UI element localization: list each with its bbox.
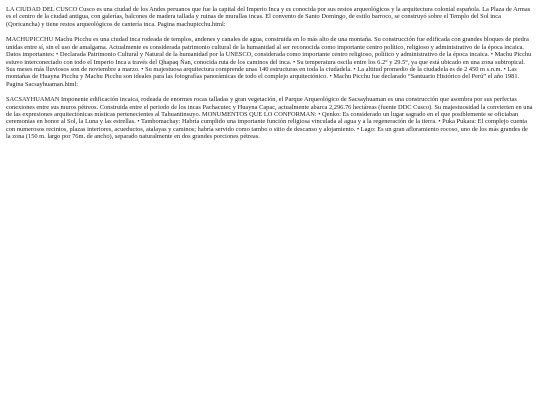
document-body (6, 6, 534, 149)
paragraph-machupicchu: MACHUPICCHU Machu Picchu es una ciudad inca rodeada de templos, andenes y canales de agua, construida en lo más alto de una montaña. Su construcción fue edificada con grandes bloques de piedra unidas entre sí, sin el uso de amalgama. Actualmente es considerada patrimonio cultural de la humanidad al ser reconocida como importante centro político, religioso y administrativo de la época incaica. Datos importantes: • Declarada Patrimonio Cultural y Natural de la humanidad por la UNESCO, considerada como importante centro religioso, político y administrativo de la época incaica. • Machu Picchu estuvo interconectado con todo el Imperio Inca a través del Qhapaq Ñan, conocida ruta de los caminos del inca. • Su temperatura oscila entre los 6.2° y 29.5°, ya que está ubicado en una zona subtropical. Sus meses más lluviosos son de noviembre a marzo. • Su majestuosa arquitectura comprende unas 140 estructuras en toda la ciudadela. • La altitud promedio de la ciudadela es de 2 450 m s.n.m. • Las montañas de Huayna Picchu y Machu Picchu son ideales para las fotografías panorámicas de todo el complejo arquitectónico. • Machu Picchu fue declarado “Santuario Histórico del Perú” el año 1981. Pagina Sacsayhuaman.html: (6, 36, 532, 88)
paragraph-cusco: LA CIUDAD DEL CUSCO Cusco es una ciudad de los Andes peruanos que fue la capital del Imperio Inca y es conocida por sus restos arqueológicos y la arquitectura colonial española. La Plaza de Armas es el centro de la ciudad antigua, con galerías, balcones de madera tallada y ruinas de murallas incas. El convento de Santo Domingo, de estilo barroco, se construyó sobre el Templo del Sol inca (Qoricancha) y tiene restos arqueológicos de cantería inca. Pagina machupicchu.html: (6, 6, 531, 28)
paragraph-sacsayhuaman: SACSAYHUAMAN Imponente edificación incaica, rodeada de enormes rocas talladas y gran vegetación, el Parque Arqueológico de Sacsayhuaman es una construcción que asombra por sus perfectas conexiones entre sus muros pétreos. Construida entre el periodo de los incas Pachacutec y Huayna Capac, actualmente abarca 2,296.76 hectáreas (fuente DDC Cusco). Su majestuosidad la convierten en una de las expresiones arquitectónicas místicas pertenecientes al Tahuantinsuyo. MONUMENTOS QUE LO CONFORMAN: • Qenko: Es considerado un lugar sagrado en el que posiblemente se oficiaban ceremonias en honor al Sol, la Luna y las estrellas. • Tambomachay: Habría cumplido una importante función religiosa vinculada al agua y a la regeneración de la tierra. • Puka Pukara: El complejo cuenta con numerosos recintos, plazas interiores, acueductos, atalayas y caminos; habría servido como tambo o sitio de descanso y alojamiento. • Lago: Es un gran afloramiento rocoso, uno de los más grandes de la zona (150 m. largo por 76m. de ancho), separado naturalmente en dos grandes porciones pétreas. (6, 96, 533, 141)
